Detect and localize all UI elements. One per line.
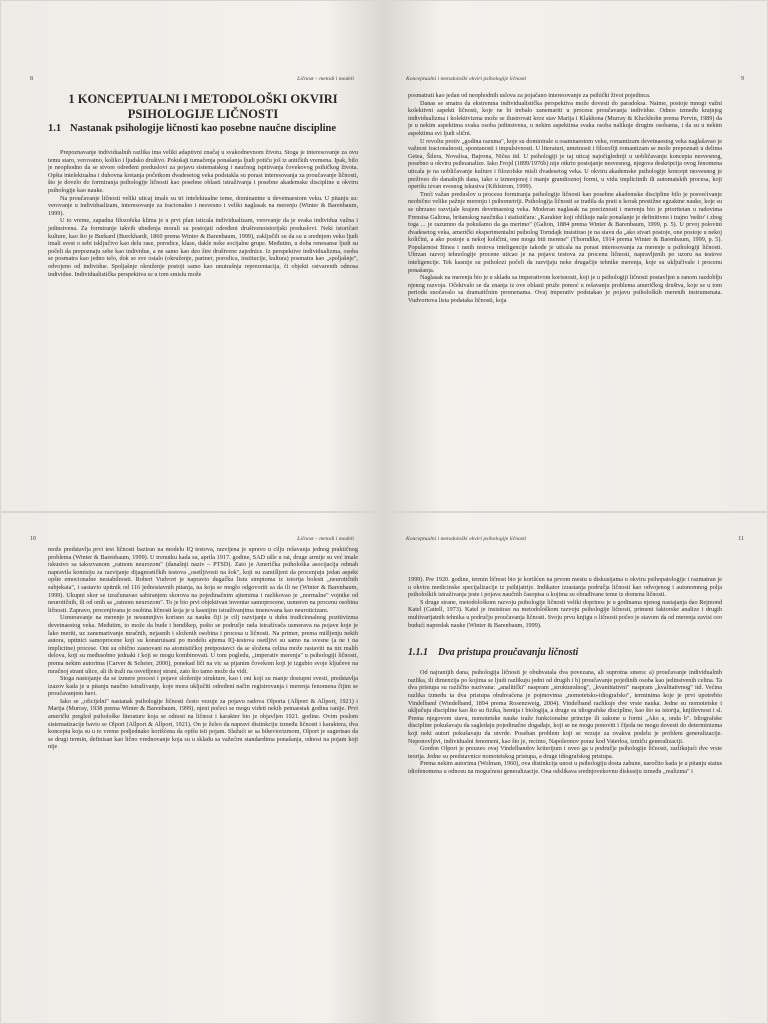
page-number: 11 [738, 536, 744, 542]
page-number: 8 [30, 76, 33, 82]
running-head: Ličnost – metodi i modeli [297, 76, 354, 82]
paragraph: U revoltu protiv „godina razuma", koje su dominirale u osamnaestom veku, romantizam devetnaestog veka naglašavao je važnost iracionalnosti, spontanosti i impulsivnosti. U literaturi, umetnosti i filozofiji romantizam se može prepoznati u delima Getea, Šilera, Novalisa, Bajrona, Ničea itd. U psihologiji je taj uticaj najočigledniji u uobličavanju koncepta nesvesnog, posebno u okviru psihoanalize. Iako Frojd (1899/1976b) nije otkrio postojanje nesvesnog, njegova deskripcija ovog fenomena uticala je na uobličavanje kulture i filozofske misli dvadesetog veka. U okviru akademske psihologije koncept nesvesnog je preživeo do današnjih dana, iako u izmenjenoj i manje grandioznoj formi, u vidu implicitnih ili automatskih procesa, koji operišu izvan svesnog iskustva (Kihlstrom, 1999). [408, 137, 722, 191]
paragraph: posmatrati kao jedan od neophodnih uslova za pojačano interesovanje za psihički život pojedinca. [408, 92, 651, 99]
page-10 [0, 512, 384, 1024]
paragraph: Usmeravanje na merenje je nesumnjivo korisno za nauku čiji je cilj razvijanje u duhu tradicionalnog pozitivizma devetnaestog veka. Međutim, to može da bude i hendikep, pošto se područje rada istraživača usmerava na pojave koje je lako meriti, uz zanemarivanje mračnih, nejasnih i složenih osobina i procesa u ličnosti. Na primer, prema mišljenju nekih autora, upitnici samoprocene koji su konstruisani po modelu ajtema IQ-testova osetljivi su samo na svesne (a ne i na implicitne) procese. Oni su obično zasnovani na atomističkoj pretpostavci da se složena celina može rastaviti na niz malih delova, koji su međusobno jednaki i koji se mogu kombinovati. U tom pogledu, „imperativ merenja" u psihologiji ličnosti, prema nekim autorima (Carver & Scheier, 2000), ponekad liči na vic sa pijanim čovekom koji je izgubio svoje ključeve na mračnoj strani ulice, ali ih traži na osvetljenoj strani, zato što tamo može da vidi. [48, 614, 358, 675]
paragraph: Naglasak na merenju bio je u skladu sa imperativom korisnosti, koji je u psihologiji ličnosti postavljen u ranom razdoblju njenog razvoja. Očekivalo se da znanja iz ove oblasti pruže pomoć u rešavanju problema američkog društva, koje se u tom periodu suočavalo sa dramatičnim promenama. Ovaj imperativ podstakao je pojavu psiholoških merenih instrumenata. Vudvortova lista podataka ličnosti, koja [408, 274, 722, 305]
page-body [408, 92, 722, 305]
page-header [406, 76, 744, 82]
paragraph: Na proučavanje ličnosti veliki uticaj imale su tri intelektualne teme, dominantne u devetnaestom veku. U pitanju su: verovanje u individualizam, interesovanje za iracionalno i nesvesno i veliki naglasak na merenju (Winter & Barenbaum, 1999). [48, 194, 358, 217]
paragraph: Stoga nastojanje da se izmere procesi i pojave složenije strukture, kao i oni koji su manje dostupni svesti, predstavlja izazov kada je u pitanju naučno istraživanje, koje mora uključiti određeni način registrovanja i merenja fenomena čijim se proučavanjem bavi. [48, 675, 358, 698]
section-number: 1.1 [48, 123, 62, 134]
running-head: Konceptualni i metodološki okviri psihologije ličnosti [406, 76, 527, 82]
subsection-heading [408, 647, 722, 659]
page-number: 9 [741, 76, 744, 82]
paragraph: Treći važan preduslov u procesu formiranja psihologije ličnosti kao posebne akademske discipline bilo je posvećivanje neobično velike pažnje merenju i psihometriji. Psihologija ličnosti se tradila da prati u korak prestižne egzaktne nauke, koje su se ubrzano razvijale krajem devetnaestog veka. Moderan naglasak na preciznosti i merenju bio je prioritetan u radovima Frensisa Galtona, britanskog naučnika i statističara: „Karakter koji oblikuje naše ponašanje je definitivno i trajno 'nešto' i zbog toga ... je razumno da pokušamo da ga merimo" (Galton, 1884 prema Winter & Barenbaum, 1999, p. 5). U prvoj polovini dvadesetog veka, američki eksperimentalni psiholog Torndajk insistirao je na stavu da „ako stvari postoje, one postoje u nekoj količini, a ako postoje u nekoj količini, one mogu biti merene" (Thorndike, 1914 prema Winter & Barenbaum, 1999, p. 5). Popularnost Bineа i ranih testova inteligencije takođe je uticala na porast interesovanja za merenje u psihologiji ličnosti. Ubrzan razvoj tehnologije procene uticao je na pojavu testova za procenu ličnosti, napravljenih po uzoru na testove inteligencije. Tek kasnije su psiholozi počeli da razvijaju neke drugačije tehnike merenja, koje su uključivale i procenu ponašanja. [408, 190, 722, 274]
paragraph: Danas se smatra da ekstremna individualistička perspektiva može dovesti do paradoksa. Naime, postoje mnogi važni kolektivni aspekti ličnosti, koje ne bi trebalo zanemariti u procesu proučavanja individue. Odnos između krajnjeg individualizma i kolektivizma može se ilustrovati kroz stav Marija i Klakhona (Murray & Kluckhohn prema Pervin, 1989) da je u nekim aspektima svaka osoba jedinstvena, u nekim aspektima svaka osoba nalikuje drugim osobama, i da su u nekim aspektima svi ljudi slični. [408, 99, 722, 137]
paragraph: U to vreme, zapadna filozofska klima je u prvi plan isticala individualizam, verovanje da je svaka individua važna i jedinstvena. Za formiranje takvih ubeđenja morali su postojati određeni društvenoistorijski preduslovi. Neki istoričari kulture, kao što je Burkard (Burckhardt, 1860 prema Winter & Barenbaum, 1999), zaključili su da su u srednjem veku ljudi imali svest o sebi isključivo kao delu rase, porodice, klase, dakle neke socijalne grupe. Međutim, u doba renesanse ljudi su počeli da prepoznaju sebe kao individue, a ne samo kao deo šire društvene zajednice. Iz perspektive individualizma, osoba se posmatra kao jedno telo, dok se sve ostalo (okruženje, partner, porodica, institucije, kultura) posmatra kao „spoljašnje", odvojeno od individue. Spoljašnje okruženje postoji samo kao unutrašnja reprezentacija, či objekti ostvarenih odnosa individue. Individualistička perspektiva se u tom smislu može [48, 217, 358, 278]
paragraph: Iako se „oficijelni" nastanak psihologije ličnosti često vezuje za pojavu radova Olporta (Allport & Allport, 1921) i Marija (Murray, 1938 prema Winter & Barenbaum, 1999), njeni počeci se mogu videti nekih petnaestak godina ranije. Prvi američki pregled psihološke literature koja se odnosi na ličnost i karakter bio je objavljen 1921. godine. Ovim poslom sistematizacije bavio se Olport (Allport & Allport, 1921). On je želeo da napravi distinkciju između ličnosti i karaktera, dva koncepta koja su u to vreme podjednako korišćena da opišu isti pojam. Slažući se sa biheviorizmom, Olport je sugerisao da se drugi termin, definisan kao lično vrednovanje koja su u skladu sa važećim standardima ponašanja, odnosi na pojam koji nije [48, 697, 358, 751]
subsection-title: Dva pristupa proučavanju ličnosti [438, 647, 579, 659]
section-heading [48, 122, 358, 135]
paragraph: Gordon Olport je preuzeo ovaj Vindelbandov kriterijum i uveo ga u područje psihologije ličnosti, razlikujući dve vrste teorija. Jedne su predstavnice nomotetskog pristupa, a druge idiografskog pristupa. [408, 745, 722, 760]
paragraph: 1999). Pre 1920. godine, termin ličnost bio je korišćen na prvom mestu u diskusijama u okviru psihopatologije i razmatran je u okviru medicinske specijalizacije iz psihijatrije. Indikator izrastanja područja ličnosti kao odvojenog i autonomnog polja psiholoških istraživanja jeste i pojava naučnih časopisa u kojima su obrađivane teme iz domena ličnosti. [408, 576, 722, 599]
page-8 [0, 0, 384, 512]
page-header [406, 536, 744, 542]
paragraph: Prepoznavanje individualnih razlika ima veliki adaptivni značaj u svakodnevnom životu. Stoga je interesovanje za ovu temu staro, verovatno, koliko i ljudsko društvo. Pokušaji tumačenja ponašanja ljudi potiču još iz antičkih vremena. Ipak, bilo je neophodno da se stvore određeni preduslovi za pojavu sistematskog i naučnog ispitivanja čovekovog psihičkog života. Opšta intelektualna i duhovna kretanja početkom dvadesetog veka podstakla su porast interesovanja za proučavanje ličnosti, što je dovelo do formiranja psihologije ličnosti kao posebne oblasti istraživanja i posebne akademske discipline u okviru psihologije kao nauke. [48, 149, 358, 194]
paragraph: Od najranijih dana, psihologija ličnosti je obuhvatala dva povezana, ali suprotna smera: a) proučavanje individualnih razlika, ili dimenzija po kojima se ljudi razlikuju jedni od drugih i b) proučavanje pojedinih osoba kao jedinstvenih celina. Ta dva pristupa su različito nazivana: „analitički" naspram „strukturalnog", „kvantitativni" naspram „kvalitativnog" itd. Većina razlika između ta dva pristupa obuhvaćena je pojmovima „nomotetsko-idiografsko", terminima koje je prvi upotrebio Vindelband (Windelband, 1894 prema Rosenzweig, 2004). Vindelband razlikuje dve vrste nauka. Jedne su nomotetske i uključuju discipline kao što su fizika, hemija i biologija, a druge su idiografske discipline, kao što su istorija, književnost i sl. Prema njegovom stavu, nomotetske nauke traže funkcionalne principe ili zakone u formi „Ako a, onda b". Idiografske discipline pokušavaju da sagledaju pojedinačne događaje, koji se ne mogu ponoviti i čijeda ne mogu dovesti do determinizma koji neki autori pokušavaju da utvrde. Poseban problem koji se vezuje za ovakva podelu je problem generalizacije. Neponovljivi, individualni fenomeni, kao što je, recimo, Napoleonov poraz kod Vaterloa, izmiču generalizaciji. [408, 669, 722, 745]
running-head: Ličnost – metodi i modeli [297, 536, 354, 542]
subsection-number: 1.1.1 [408, 647, 428, 659]
page-9 [384, 0, 768, 512]
running-head: Konceptualni i metodološki okviri psihologije ličnosti [406, 536, 527, 542]
paragraph: može predstavlja prvi test ličnosti baziran na modelu IQ testova, razvijena je upravo u cilju rešavanja jednog praktičnog problema (Winter & Barenbaum, 1999). U trenutku kada su, aprila 1917. godine, SAD ušle u rat, druge armije su već imale iskustvo sa takozvanom „ratnom neurozom" (današnji naziv – PTSD). Zato je Američka psihološka asocijacija odmah napravila komisiju za razvijanje dijagnostičkih testova „osetljivosti na šok", koji su zamišljeni da procenjuju jedan aspekt opšte emocionalne nestabilnosti. Robert Vudvort je napravio dugačku listu simptoma iz istorija bolesti „neurotičnih subjekata", i sastavio upitnik od 116 jednostavnih pitanja, na koja se moglo odgovoriti sa da ili ne (Winter & Barenbaum, 1999). Ukupni skor se izračunavao sabiranjem skorova na pojedinačnim ajtemima i razlikovao je „normalne" vojnike od neurotičnih, ili od onih sa „ratnom neurozom". To je bio prvi objektivan inventar samoprocene, usmeren na procenu osobina ličnosti. Zapravo, procenjivana je osobina ličnosti koja je u kasnijim istraživanjima imenovana kao neuroticizam. [48, 546, 358, 614]
paragraph: S druge strane, metodološkom razvoju psihologije ličnosti veliki doprinos je u godinama njenog nastajanja dao Rejmond Katel (Cattell, 1973). Katel je insistirao na metodološkom razvoju psihologije ličnosti, primeni faktorske analize i drugih multivarijatnih tehnika u području proučavanja ličnosti. Svoju prvu knjigu o ličnosti počeo je stavom da od merenja zavisi ceo budući napredak nauke (Winter & Barenbaum, 1999). [408, 598, 722, 629]
page-number: 10 [30, 536, 36, 542]
paragraph: Prema nekim autorima (Wolman, 1960), ova distinkcija unosi u psihologiju dosta zabune, naročito kada je u pitanju status idiofenomena u odnosu na mogućnost generalizacije. Ona odslikava srednjovekovnu diskusiju između „realizma" i [408, 760, 722, 775]
page-body [408, 576, 722, 775]
page-body [48, 546, 358, 751]
chapter-title: 1 KONCEPTUALNI I METODOLOŠKI OKVIRI PSIHOLOGIJE LIČNOSTI [68, 92, 338, 121]
page-11 [384, 512, 768, 1024]
page-body [48, 92, 358, 278]
page-header [30, 76, 354, 82]
page-header [30, 536, 354, 542]
section-title: Nastanak psihologije ličnosti kao posebne naučne discipline [70, 123, 337, 134]
